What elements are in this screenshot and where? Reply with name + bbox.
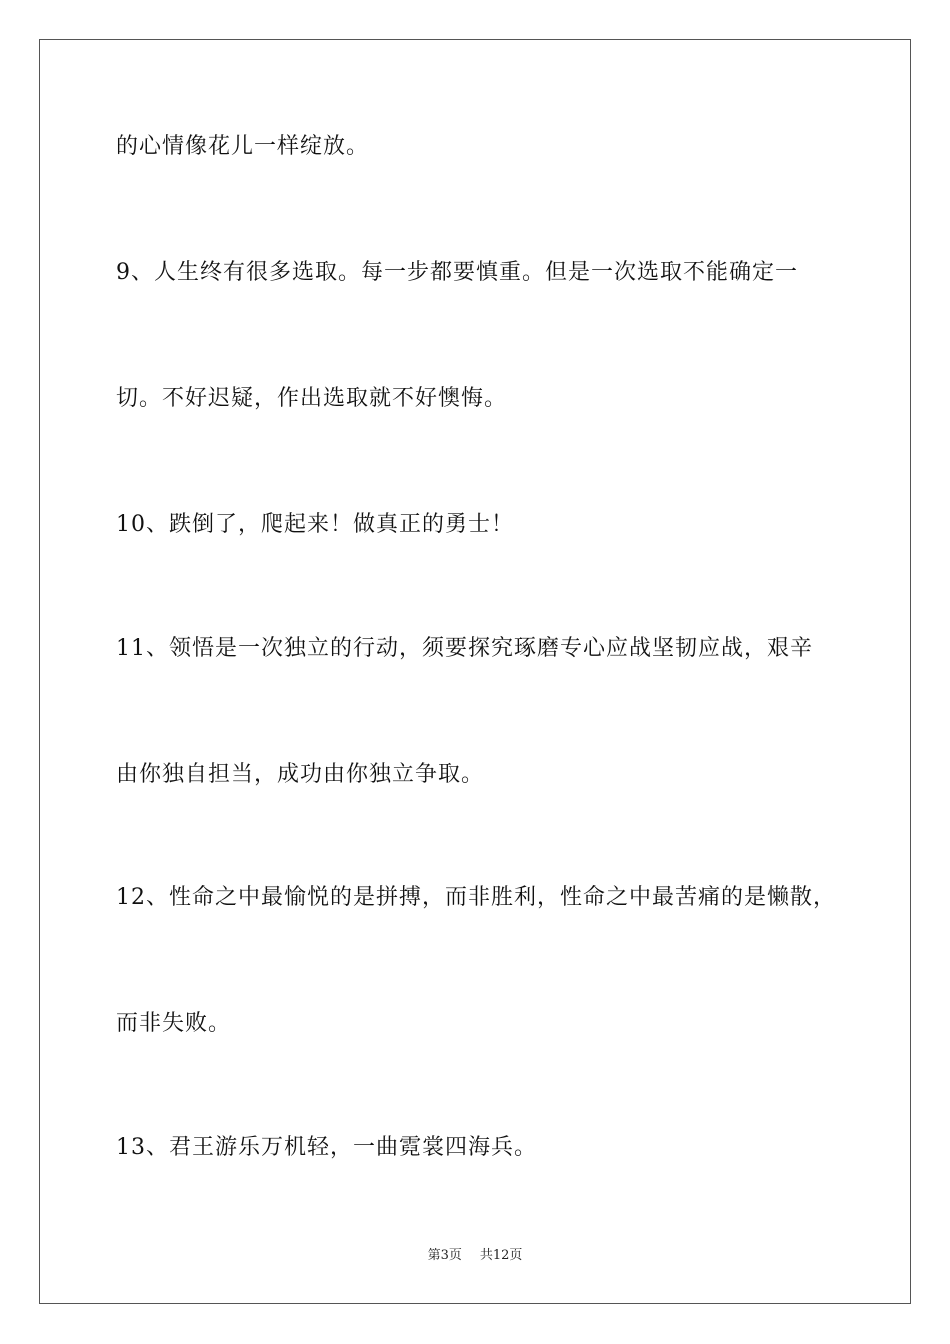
text-line: 12、性命之中最愉悦的是拼搏，而非胜利，性命之中最苦痛的是懒散， [116, 885, 836, 910]
text-line: 10、跌倒了，爬起来！做真正的勇士！ [116, 512, 514, 537]
text-line: 由你独自担当，成功由你独立争取。 [116, 762, 485, 787]
page-border [39, 39, 911, 1304]
text-line: 11、领悟是一次独立的行动，须要探究琢磨专心应战坚韧应战，艰辛 [116, 636, 813, 661]
text-line: 的心情像花儿一样绽放。 [116, 134, 370, 159]
page-footer [0, 1247, 950, 1265]
page-number: 第3页 [427, 1248, 462, 1263]
text-line: 9、人生终有很多选取。每一步都要慎重。但是一次选取不能确定一 [116, 260, 798, 285]
text-line: 13、君王游乐万机轻，一曲霓裳四海兵。 [116, 1135, 537, 1160]
text-line: 切。不好迟疑，作出选取就不好懊悔。 [116, 386, 508, 411]
page-total: 共12页 [479, 1248, 523, 1263]
text-line: 而非失败。 [116, 1011, 232, 1036]
